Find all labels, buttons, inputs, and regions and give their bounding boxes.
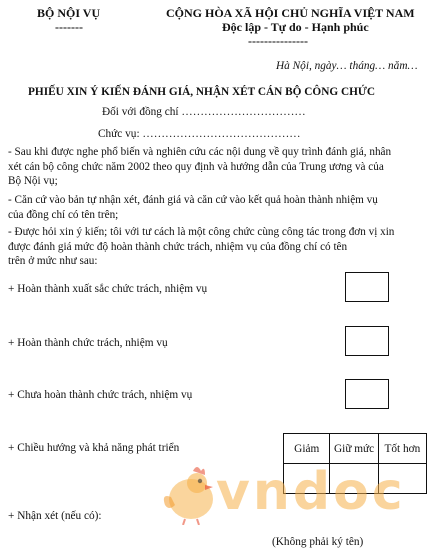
paragraph-line: được đánh giá mức độ hoàn thành chức trách, nhiệm vụ của đồng chí có tên bbox=[8, 240, 348, 253]
paragraph-line: - Được hỏi xin ý kiến; tôi với tư cách là một công chức cùng công tác trong đơn vị xin bbox=[8, 226, 395, 238]
trend-label: + Chiều hướng và khả năng phát triển bbox=[8, 442, 180, 454]
mascot-icon bbox=[157, 463, 223, 525]
signature-note: (Không phải ký tên) bbox=[272, 536, 364, 548]
paragraph-line: Bộ Nội vụ; bbox=[8, 175, 58, 188]
paragraph-procedure bbox=[8, 145, 391, 189]
option-completed: + Hoàn thành chức trách, nhiệm vụ bbox=[8, 337, 168, 349]
trend-col-maintain: Giữ mức bbox=[330, 434, 378, 464]
paragraph-line: - Căn cứ vào bản tự nhận xét, đánh giá và căn cứ vào kết quả hoàn thành nhiệm vụ bbox=[8, 194, 378, 206]
checkbox-excellent[interactable] bbox=[345, 272, 389, 302]
checkbox-completed[interactable] bbox=[345, 326, 389, 356]
agency-dashes: ------- bbox=[55, 20, 83, 34]
agency-name: BỘ NỘI VỤ bbox=[37, 6, 101, 20]
motto-dashes: --------------- bbox=[248, 34, 308, 48]
motto: Độc lập - Tự do - Hạnh phúc bbox=[222, 20, 369, 34]
position-field: Chức vụ: …………………………………… bbox=[98, 128, 301, 140]
watermark-brand: vndoc bbox=[216, 462, 406, 522]
comment-label: + Nhận xét (nếu có): bbox=[8, 510, 102, 522]
trend-col-decrease: Giảm bbox=[284, 434, 330, 464]
paragraph-line: trên ở mức như sau: bbox=[8, 255, 98, 268]
trend-col-better: Tốt hơn bbox=[378, 434, 426, 464]
paragraph-line: - Sau khi được nghe phổ biến và nghiên cứu các nội dung về quy trình đánh giá, nhân bbox=[8, 146, 392, 158]
paragraph-line: xét cán bộ công chức năm 2002 theo quy định và hướng dẫn của Trung ương và của bbox=[8, 160, 384, 173]
person-field: Đối với đồng chí …………………………… bbox=[102, 106, 306, 118]
option-excellent: + Hoàn thành xuất sắc chức trách, nhiệm vụ bbox=[8, 283, 208, 295]
form-title: PHIẾU XIN Ý KIẾN ĐÁNH GIÁ, NHẬN XÉT CÁN BỘ CÔNG CHỨC bbox=[28, 86, 376, 98]
paragraph-assessment bbox=[8, 225, 394, 269]
nation-name: CỘNG HÒA XÃ HỘI CHỦ NGHĨA VIỆT NAM bbox=[166, 6, 415, 20]
place-date: Hà Nội, ngày… tháng… năm… bbox=[276, 60, 418, 72]
paragraph-basis bbox=[8, 193, 378, 222]
checkbox-not-completed[interactable] bbox=[345, 379, 389, 409]
option-not-completed: + Chưa hoàn thành chức trách, nhiệm vụ bbox=[8, 389, 193, 401]
paragraph-line: của đồng chí có tên trên; bbox=[8, 208, 119, 221]
